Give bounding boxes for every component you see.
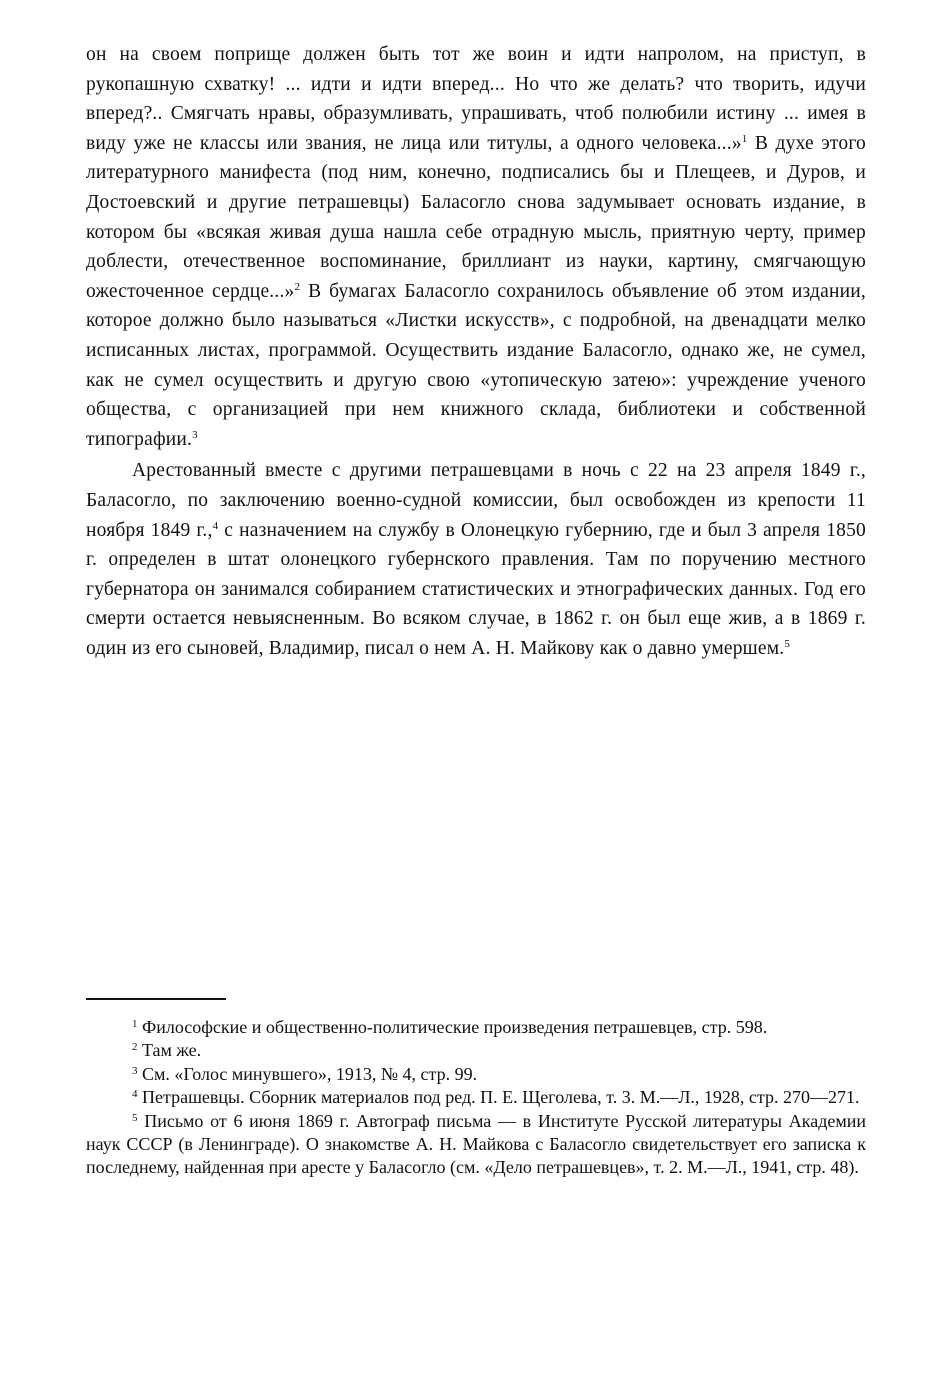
footnote-mark: 4	[132, 1088, 138, 1101]
footnote-2	[86, 1039, 866, 1062]
footnote-divider	[86, 998, 226, 1000]
main-text	[86, 40, 866, 663]
footnote-text: Философские и общественно-политические произведения петрашевцев, стр. 598.	[137, 1017, 768, 1037]
paragraph-2	[86, 456, 866, 663]
footnote-text: См. «Голос минувшего», 1913, № 4, стр. 99.	[137, 1063, 478, 1084]
footnote-text: Там же.	[137, 1040, 202, 1061]
footnote-3	[86, 1063, 866, 1086]
footnote-ref-1: 1	[741, 132, 748, 145]
footnote-4	[86, 1086, 866, 1109]
footnote-mark: 1	[132, 1018, 138, 1030]
footnote-text: Петрашевцы. Сборник материалов под ред. П. Е. Щеголева, т. 3. М.—Л., 1928, стр. 270—271.	[137, 1087, 860, 1108]
paragraph-2-part-a: Арестованный вместе с другими петрашевцами в ночь с 22 на 23 апреля 1849 г., Баласогло, по заключению военно-судной комиссии, был освобожден из крепости 11 ноября 1849 г.,	[86, 460, 866, 541]
footnote-5	[86, 1110, 866, 1180]
paragraph-1-part-b: В духе этого литературного манифеста (под ним, конечно, подписались бы и Плещеев, и Дуров, и Достоевский и другие петрашевцы) Баласогло снова задумывает основать издание, в котором бы «всякая живая душа нашла себе отрадную мысль, приятную черту, пример доблести, отечественное воспоминание, бриллиант из науки, картину, смягчающую ожесточенное сердце...»	[86, 132, 866, 302]
paragraph-1-part-c: В бумагах Баласогло сохранилось объявление об этом издании, которое должно было называться «Листки искусств», с подробной, на двенадцати мелко исписанных листах, программой. Осуществить издание Баласогло, однако же, не сумел, как не сумел осуществить и другую свою «утопическую затею»: учреждение ученого общества, с организацией при нем книжного склада, библиотеки и собственной типографии.	[86, 280, 867, 450]
footnote-ref-2: 2	[294, 280, 301, 293]
footnote-text: Письмо от 6 июня 1869 г. Автограф письма — в Институте Русской литературы Академии наук СССР (в Ленинграде). О знакомстве А. Н. Майкова с Баласогло свидетельствует его записка к последнему, найденная при аресте у Баласогло (см. «Дело петрашевцев», т. 2. М.—Л., 1941, стр. 48).	[86, 1110, 866, 1178]
footnote-ref-5: 5	[784, 637, 791, 650]
footnote-ref-3: 3	[192, 428, 198, 441]
footnote-mark: 5	[132, 1111, 138, 1124]
footnote-1	[86, 1016, 866, 1039]
footnote-ref-4: 4	[212, 519, 219, 532]
footnote-mark: 2	[132, 1041, 138, 1054]
footnote-mark: 3	[132, 1064, 138, 1077]
footnotes	[86, 1016, 866, 1180]
paragraph-1-part-a: он на своем поприще должен быть тот же воин и идти напролом, на приступ, в рукопашную схватку! ... идти и идти вперед... Но что же делать? что творить, идучи вперед?.. Смягчать нравы, образумливать, упрашивать, чтоб полюбили истину ... имея в виду уже не классы или звания, не лица или титулы, а одного человека...»	[86, 44, 866, 154]
paragraph-1	[86, 40, 866, 454]
paragraph-2-part-b: с назначением на службу в Олонецкую губернию, где и был 3 апреля 1850 г. определен в штат олонецкого губернского правления. Там по поручению местного губернатора он занимался собиранием статистических и этнографических данных. Год его смерти остается невыясненным. Во всяком случае, в 1862 г. он был еще жив, а в 1869 г. один из его сыновей, Владимир, писал о нем А. Н. Майкову как о давно умершем.	[86, 519, 866, 659]
